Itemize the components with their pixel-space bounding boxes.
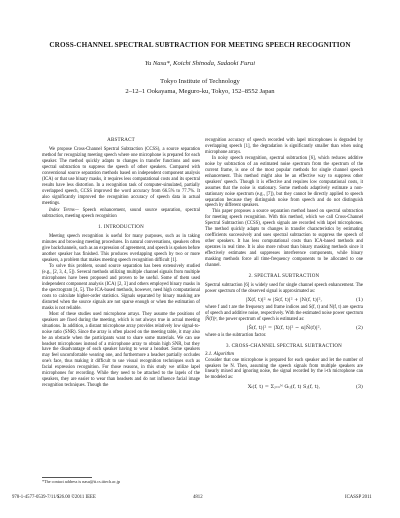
section2-paragraph-1: Spectral subtraction [6] is widely used for single channel speech enhancement. The power spectrum of the observed signal is approximated as: [205,282,363,294]
index-terms-text: Speech enhancement, sound source separation, spectral subtraction, meeting speech recognition [42,208,200,220]
index-terms-label: Index Terms— [49,208,79,214]
section3-heading: 3. CROSS-CHANNEL SPECTRAL SUBTRACTION [226,343,342,349]
equation-1 [205,295,363,305]
intro-continued-paragraph: recognition accuracy of speech recorded with lapel microphones is degraded by overlapping speech [1], the degradation is significantly smaller than when using microphone arrays. [205,138,363,155]
equation-3-number: (3) [355,384,363,391]
abstract-text: We propose Cross-Channel Spectral Subtraction (CCSS), a source separation method for recognizing meeting speech where one microphone is prepared for each speaker. The method quickly adapts to changes in transfer functions and uses spectral subtraction to suppress the speech of other speakers. Compared with conventional source separation methods based on independent component analysis (ICA) or that use binary masks, it requires less computational costs and its spectral results have less distortion. In a recognition task of computer-simulated, partially overlapped speech, CCSS improved the word accuracy from 66.5% to 77.7%. It also significantly improved the recognition accuracy of speech data in actual meetings. [42,146,200,206]
abstract-heading: ABSTRACT [107,138,135,143]
affiliation-address: 2–12–1 Ookayama, Meguro-ku, Tokyo, 152–8552 Japan [125,88,275,95]
section2-paragraph-2: where f and t are the frequency and frame indices and S(f, t) and N(f, t) are spectra of speech and additive noise, respectively. With the estimated noise power spectrum |N̂(f)|², the power spectrum of speech is estimated as: [205,304,363,322]
equation-2 [205,323,363,333]
equation-3 [205,381,363,394]
paper-title: CROSS-CHANNEL SPECTRAL SUBTRACTION FOR MEETING SPEECH RECOGNITION [49,41,351,49]
intro-paragraph-5: This paper proposes a source separation method based on spectral subtraction for meeting speech recognition. With this method, which we call Cross-Channel Spectral Subtraction (CCSS), speech signals are recorded with lapel microphones. The method quickly adapts to changes in transfer characteristics by estimating coefficients successively and uses spectral subtraction to suppress the speech of other speakers. It has less computational costs than ICA-based methods and operates in real time. It is also more robust than binary masking methods since it effectively estimates and suppresses interference components, while binary masking methods force all time-frequency components to be allocated to one channel. [205,209,363,269]
section3-paragraph-1: Consider that one microphone is prepared for each speaker and let the number of speakers be N. Then, assuming the speech signals from multiple speakers are linearly mixed and ignoring noise, the signal recorded by the i-th microphone can be modeled as: [205,357,363,381]
equation-3-body: Xᵢ(f, t) = Σⱼ₌₁ᴺ Gᵢⱼ(f, t) Sⱼ(f, t), [247,384,321,391]
footer-page-number: 4812 [193,495,203,500]
right-column [205,138,363,394]
intro-paragraph-2: To solve this problem, sound source separation has been extensively studied (e.g., [2, 3, 4, 5]). Several methods utilizing multiple channel signals from multiple microphones have been proposed and proven to be useful. Some of them used independent component analysis (ICA) [2, 3] and others employed binary masks in the spectrogram [4, 5]. The ICA-based methods, however, need high computational costs to calculate higher-order statistics. Signals separated by binary masking are distorted when the source signals are not sparse enough or when the estimation of masks is not reliable. [42,264,200,311]
intro-paragraph-3: Most of these studies used microphone arrays. They assume the positions of speakers are fixed during the meeting, which is not always true in actual meeting situations. In addition, a distant microphone array provides relatively low signal-to-noise ratio (SNR). Since the array is often placed on the meeting table, it may also be an obstacle when the participants want to share some materials. We can use headset microphones instead of a microphone array to obtain high SNR, but they have the disadvantage of each speaker having to wear a headset. Some speakers may feel uncomfortable wearing one, and furthermore a headset partially occludes one's face, thus making it difficult to use visual recognition techniques such as facial expression recognition. For those reasons, in this study we utilize lapel microphones for recording. While they need to be attached to the lapels of the speakers, they are easier to wear than headsets and do not influence facial image recognition techniques. Though the [42,311,200,389]
affiliation-institute: Tokyo Institute of Technology [160,78,240,85]
author-list: Yu Nasu*, Koichi Shinoda, Sadaoki Furui [144,60,256,67]
equation-1-number: (1) [355,296,363,303]
section3-subheading: 3.1. Algorithm [205,351,234,357]
footer-conference: ICASSP 2011 [345,495,372,500]
left-column [42,138,200,389]
intro-paragraph-1: Meeting speech recognition is useful for many purposes, such as in taking minutes and browsing meeting procedures. In natural conversations, speakers often give backchannels, such as an expression of agreement, and speech is spoken before another speaker has finished. This produces overlapping speech by two or more speakers, a problem that makes meeting speech recognition difficult [1]. [42,234,201,264]
equation-1-body: |X(f, t)|² ≈ |S(f, t)|² + |N(f, t)|², [245,296,323,303]
section2-paragraph-3: where α is the subtraction factor. [205,332,267,338]
equation-2-number: (2) [355,324,363,331]
index-terms [42,208,200,220]
footnote-rule [42,477,92,478]
introduction-heading: 1. INTRODUCTION [98,225,144,231]
equation-2-body: |Ŝ(f, t)|² = |X(f, t)|² − α|N̂(f)|², [246,324,322,331]
footer-copyright: 978-1-4577-0539-7/11/$26.00 ©2011 IEEE [12,495,96,500]
intro-paragraph-4: In noisy speech recognition, spectral subtraction [6], which reduces additive noise by subtraction of an estimated noise spectrum from the spectrum of the current frame, is one of the most popular methods for single channel speech enhancement. This method might also be an effective way to suppress other speakers' speech. Though it is effective and requires low computational costs, it assumes that the noise is stationary. Some methods adaptively estimate a non-stationary noise spectrum (e.g., [7]), but they cannot be directly applied to speech separation because they distinguish noise from speech and do not distinguish speech by different speakers. [205,155,363,209]
section2-heading: 2. SPECTRAL SUBTRACTION [248,273,320,279]
footnote: *The contact address is nasu@tt.cs.titech.ac.jp [42,479,121,484]
